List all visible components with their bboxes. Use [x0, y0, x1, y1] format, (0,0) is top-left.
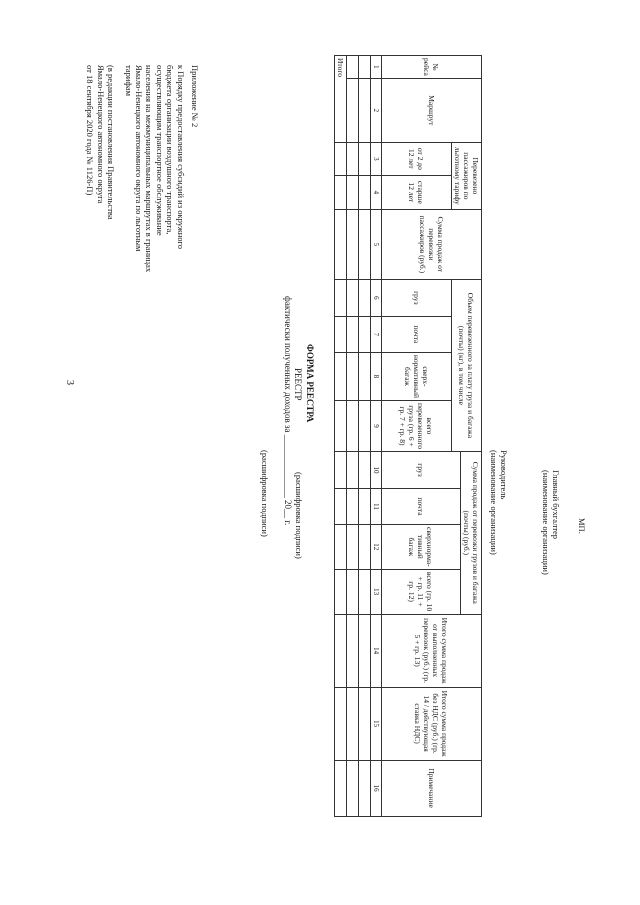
column-number: 2 [371, 78, 382, 142]
total-label: Итого [335, 56, 347, 143]
amendment-line: Ямало-Ненецкого автономного округа [95, 65, 106, 204]
head-title: Руководитель [499, 450, 509, 500]
header-cargo-sales: Сумма продаж от перевозки грузов и багажа (почты) (руб.) [461, 452, 482, 615]
appendix-block [85, 65, 200, 272]
header-excess-baggage: сверх-нормативный багаж [382, 352, 452, 400]
column-number: 4 [371, 175, 382, 209]
registry-table [334, 55, 482, 817]
header-cargo: груз [382, 279, 452, 316]
header-note: Примечание [382, 760, 482, 816]
header-route: Маршрут [382, 78, 482, 142]
table-row [347, 56, 359, 817]
column-number: 7 [371, 316, 382, 352]
column-number: 11 [371, 489, 382, 525]
column-number: 14 [371, 614, 382, 687]
header-age-2-12: от 2 до 12 лет [382, 142, 452, 175]
amendment-line: от 18 сентября 2020 года № 1126-П) [85, 65, 96, 196]
column-number: 8 [371, 352, 382, 400]
header-passenger-sales: Сумма продаж от перевозки пассажиров (руб.) [382, 209, 482, 279]
header-mail-rub: почта [382, 489, 461, 525]
total-row [335, 56, 347, 817]
head-signature-block [489, 450, 509, 555]
form-title: ФОРМА РЕЕСТРА [305, 344, 315, 423]
column-number: 10 [371, 452, 382, 489]
column-number: 1 [371, 56, 382, 79]
appendix-line: тарифам [123, 65, 134, 97]
column-number: 9 [371, 400, 382, 451]
header-total-sales-no-vat: Итого сумма продаж без НДС (руб.) (гр. 14 / действующая ставка НДС) [382, 687, 482, 760]
appendix-line: к Порядку предоставления субсидий из окружного [175, 65, 186, 250]
header-total-cargo: всего перевезенного груза (гр. 6 + гр. 7 + гр. 8) [382, 400, 452, 451]
header-age-over-12: старше 12 лет [382, 175, 452, 209]
header-volume: Объем перевезенного за плату груза и багажа (почты) (кг), в том числе [452, 279, 482, 451]
page-number: 3 [64, 380, 75, 385]
header-flight-no: № рейса [382, 56, 482, 79]
table-row [359, 56, 371, 817]
header-mail: почта [382, 316, 452, 352]
column-number: 3 [371, 142, 382, 175]
header-cargo-rub: груз [382, 452, 461, 489]
column-number: 12 [371, 525, 382, 570]
header-total-rub: всего (гр. 10 + гр. 11 + гр. 12) [382, 569, 461, 614]
accountant-org: (наименование организации) [541, 470, 551, 575]
column-number: 15 [371, 687, 382, 760]
header-excess-baggage-rub: сверхнорма-тивный багаж [382, 525, 461, 570]
accountant-signature-decode: (расшифровка подписи) [294, 472, 304, 559]
head-signature-decode: (расшифровка подписи) [260, 450, 270, 537]
header-passengers: Перевезено пассажиров по льготному тарифу [452, 142, 482, 209]
accountant-title: Главный бухгалтер [551, 470, 561, 540]
appendix-line: бюджета организации воздушного транспорта, [165, 65, 176, 235]
accountant-signature-block [541, 470, 561, 575]
column-number: 6 [371, 279, 382, 316]
stamp-placeholder: МП. [577, 518, 587, 534]
amendment-line: (в редакции постановления Правительства [106, 65, 117, 220]
column-number: 5 [371, 209, 382, 279]
registry-subtitle: фактически полученных доходов за ______________ 20__ г. [283, 296, 293, 526]
header-total-sales: Итого сумма продаж от выполненных перевозок (руб.) (гр. 5 + гр. 13) [382, 614, 482, 687]
appendix-title: Приложение № 2 [190, 65, 200, 128]
appendix-line: осуществляющим транспортное обслуживание [154, 65, 165, 236]
column-number: 16 [371, 760, 382, 816]
registry-title: РЕЕСТР [293, 368, 303, 401]
column-number: 13 [371, 569, 382, 614]
appendix-line: населения на межмуниципальных маршрутах в границах [144, 65, 155, 273]
head-org: (наименование организации) [489, 450, 499, 555]
appendix-line: Ямало-Ненецкого автономного округа по льготным [133, 65, 144, 252]
